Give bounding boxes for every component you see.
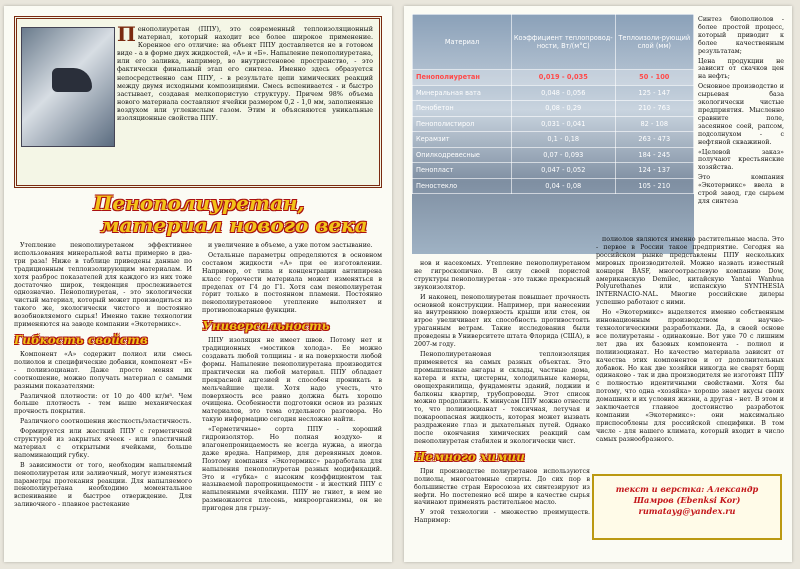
paragraph: При производстве полиуретанов используются полиолы, многоатомные спирты. До сих пор в большинстве стран Евросоюза их синтезируют из нефти. Но постепенно всё шире в качестве сырья начинают применять растительное масло. xyxy=(414,467,590,507)
table-header-row xyxy=(413,15,694,70)
table-row xyxy=(413,163,694,179)
paragraph: ППУ изоляция не имеет швов. Потому нет и традиционных «мостиков холода». Ее можно создавать любой толщины - и на поверхности любой формы. Напыление пенополиуретана производится практически на любой материал. ППУ обладает прекрасной адгезией и способен проникать в мельчайшие щели. Хотя надо учесть, что поверхность все равно должна быть хорошо очищена. Особенности подготовки основ из разных материалов, это тема отдельного разговора. Но такую информацию сегодня несложно найти. xyxy=(202,337,382,424)
paragraph: Это компания «Экотермикс» ввела в строй завод, где сырьем для синтеза xyxy=(698,174,784,205)
table-cell: 125 - 147 xyxy=(615,85,693,101)
credits-line: Шамров (Ebenksi Kor) xyxy=(633,495,741,505)
table-cell: 0,07 - 0,093 xyxy=(512,147,616,163)
right-column-1 xyxy=(414,260,590,556)
table-cell: 263 - 473 xyxy=(615,132,693,148)
table-row xyxy=(413,132,694,148)
spray-gun-photo xyxy=(21,27,115,147)
credits-box xyxy=(592,474,782,540)
paragraph: Утепление пенополиуретаном эффективнее использования минеральной ваты примерно в два-три раза! Ниже в таблице приведены данные по традиционным теплоизолирующим материалам. И хотя разброс показателей для каждого из них тоже достаточно широк, тенденция прослеживается однозначно. Пенополиуретан, - это экологически чистый материал, который может производиться из такого же, экологически чистого и постоянно возобновляемого сырья! Именно такие технологии применяются на заводе компании «Экотермикс». xyxy=(14,242,192,329)
paragraph: «Целевой заказ» получают крестьянские хозяйства. xyxy=(698,148,784,172)
table-header-cell: Коэффициент теплопровод-ности, Вт/(м°С) xyxy=(512,15,616,70)
main-headline xyxy=(18,192,380,236)
table-header-cell: Материал xyxy=(413,15,512,70)
table-cell: Пенобетон xyxy=(413,101,512,117)
paragraph: «Герметичные» сорта ППУ - хороший гидроизолятор. Но полная воздухо- и влагонепроницаемость не всегда нужна, а иногда даже вредна. Например, для деревянных домов. Поэтому компания «Экотермикс» разработала для напыления пенополиуретан разных модификаций. Это и «губка» с высоким коэффициентом так называемой паропроницаемости - и жесткий ППУ с напыленными ячейками. ППУ не гниет, в нем не размножаются плесень, микроорганизмы, он не пригоден для грызу- xyxy=(202,426,382,513)
table-cell: Минеральная вата xyxy=(413,85,512,101)
paragraph: И наконец, пенополиуретан повышает прочность основной конструкции. Например, при нанесении на внутреннюю поверхность крыши или стен, он втрое увеличивает их способность противостоять ураганным ветрам. Такие исследования были проведены в Университете штата Флорида (США), в 2007-м году. xyxy=(414,293,590,349)
section-heading-universality: Универсальность xyxy=(202,319,330,334)
section-heading-flexibility: Гибкость свойств xyxy=(14,332,148,347)
table-row xyxy=(413,70,694,86)
paragraph: Основное производство и сырьевая база экологически чистые предприятия. Мысленно сравните поле, засеянное соей, рапсом, подсолнухом - с нефтяной скважиной. xyxy=(698,83,784,146)
drop-cap: П xyxy=(117,22,136,46)
headline-line2: материал нового века xyxy=(100,213,368,237)
right-column-2 xyxy=(596,236,784,470)
table-cell: Пенополиуретан xyxy=(413,70,512,86)
table-cell: 210 - 763 xyxy=(615,101,693,117)
table-cell: 105 - 210 xyxy=(615,178,693,194)
table-cell: Пеностекло xyxy=(413,178,512,194)
intro-box xyxy=(14,16,382,188)
table-row xyxy=(413,178,694,194)
paragraph: Различной плотности: от 10 до 400 кг/м³. Чем больше плотность - тем выше механическая прочность покрытия. xyxy=(14,392,192,416)
paragraph: Различного соотношения жесткость/эластичность. xyxy=(20,418,192,426)
properties-table-panel xyxy=(412,14,694,254)
right-page xyxy=(404,6,792,562)
paragraph: Формируется или жесткий ППУ с герметичной структурой из закрытых ячеек - или эластичный материал с открытыми ячейками, больше напоминающий губку. xyxy=(14,428,192,459)
intro-paragraph: енополиуретан (ППУ), это современный теплоизоляционный материал, который находит все более широкое применение. Коренное его отличие: на объект ППУ доставляется не в готовом виде - а в форме двух жидкостей, «А» и «Б». Напыление пенополиуретана, или его заливка, например, во внутриcтеновое пространство, - это фактически финальный этап его синтеза. Именно здесь образуется непосредственно сам ППУ, - в результате цепи химических реакций между двумя исходными композициями. Смесь вспенивается - и быстро застывает, создавая мелкопористую структуру. Причем 98% объема нового материала составляют ячейки размером 0,2 - 1,0 мм, заполненные воздухом или углекислым газом. Этим и объясняются уникальные изоляционные свойства ППУ. xyxy=(117,25,373,123)
left-column-2 xyxy=(202,242,382,558)
table-cell: 0,047 - 0,052 xyxy=(512,163,616,179)
paragraph: Цена продукции не зависит от скачков цен на нефть; xyxy=(698,57,784,81)
table-cell: 124 - 137 xyxy=(615,163,693,179)
sidebar-column xyxy=(698,16,784,230)
table-cell: 0,019 - 0,035 xyxy=(512,70,616,86)
paragraph: нов и насекомых. Утепление пенополиуретаном не гигроскопично. В силу своей пористой структуры пенополиуретан - это также прекрасный звукоизолятор. xyxy=(414,260,590,291)
table-cell: Опилкодревесные xyxy=(413,147,512,163)
left-column-1 xyxy=(14,242,192,558)
paragraph: и увеличение в объеме, а уже потом застывание. xyxy=(208,242,373,249)
table-cell: Пенопласт xyxy=(413,163,512,179)
paragraph: В зависимости от того, необходим напыляемый пенополиуретан или заливочный, могут изменяться параметры протекания реакции. Для напыляемого пенополиуретана необходимо моментальное вспенивание и быстрое отверждение. Для заливочного - плавное растекание xyxy=(14,461,192,509)
table-cell: 0,08 - 0,29 xyxy=(512,101,616,117)
paragraph: Но «Экотермикс» выделяется именно собственным инновационным производством и научно-технологическими разработками. Да, в своей основе все полиуретаны - одинаковые. Вот уже 70 с лишним лет два их базовых компонента - полиол и полиизоцианат. Но качество материала зависит от качества этих компонентов и от дополнительных добавок. Но как две хозяйки никогда не сварят борщ одинаково - так и два производителя не изготовят ППУ с полностью идентичными свойствами. Хотя бы потому, что одна «хозяйка» хорошо знает вкусы своих домашних и их условия жизни, а другая - нет. В этом и заключается главное достоинство разработок компании «Экотермикс»: они максимально приспособлены для российской специфики. В том числе - для нашего климата, который входит в число самых разнообразного. xyxy=(596,309,784,443)
table-cell: 82 - 108 xyxy=(615,116,693,132)
properties-table xyxy=(412,14,694,194)
table-cell: 0,04 - 0,08 xyxy=(512,178,616,194)
table-cell: 50 - 100 xyxy=(615,70,693,86)
table-cell: 0,031 - 0,041 xyxy=(512,116,616,132)
paragraph: Синтез биополиолов - более простой процесс, который приводит к более качественным результатам; xyxy=(698,16,784,55)
paragraph: Пенополиуретановая теплоизоляция применяется на самых разных объектах. Это промышленные ангары и склады, частные дома, катера и яхты, цистерны, холодильные камеры, овощехранилища, фундаменты зданий, лоджии и балконы квартир, трубопроводы. Этот список можно продолжить. К минусам ППУ можно отнести то, что полиизоцианат - токсичная, летучая и пожароопасная жидкость, которая может вызвать раздражение глаз и дыхательных путей. Однако после окончания химических реакций сам пенополиуретан стабилен и экологически чист. xyxy=(414,350,590,445)
paragraph: Остальные параметры определяются в основном составом жидкости «А» при ее изготовлении. Например, от типа и концентрации антипирена класс горючести материала может изменяться в пределах от Г4 до Г1. Хотя сам пенополиуретан горит только в постоянном пламени. Постоянно пенополиуретановое утепление выполняет и противопожарные функции. xyxy=(202,251,382,315)
table-row xyxy=(413,101,694,117)
table-row xyxy=(413,116,694,132)
left-page xyxy=(4,6,392,562)
headline-line1: Пенополиуретан, xyxy=(93,191,305,215)
table-cell: 0,048 - 0,056 xyxy=(512,85,616,101)
paragraph: Компонент «А» содержит полиол или смесь полиолов и специфические добавки, компонент «Б» - полиизоцианат. Даже просто меняя их соотношение, можно получать материал с самыми разными показателями: xyxy=(14,350,192,390)
table-header-cell: Теплоизоли-рующий слой (мм) xyxy=(615,15,693,70)
paragraph: полиолов являются именно растительные масла. Это - первое в России такое предприятие. Сегодня на российском рынке представлены ППУ нескольких мировых производителей. Можно назвать известный концерн BASF, многоотраслевую компанию Dow, американскую Demilec, китайскую Yantai Wanhua Polyurethanes или испанскую SYNTHESIA INTERNACIO-NAL. Многие российские дилеры успешно работают с ними. xyxy=(596,236,784,307)
table-row xyxy=(413,85,694,101)
table-cell: Пенополистирол xyxy=(413,116,512,132)
paragraph: У этой технологии - множество преимуществ. Например: xyxy=(414,509,590,525)
table-cell: 184 - 245 xyxy=(615,147,693,163)
intro-text xyxy=(117,22,373,123)
section-heading-chemistry: Немного химии xyxy=(414,449,525,464)
table-row xyxy=(413,147,694,163)
table-cell: Керамзит xyxy=(413,132,512,148)
table-cell: 0,1 - 0,18 xyxy=(512,132,616,148)
credits-email: rumatayg@yandex.ru xyxy=(638,506,736,516)
credits-line: текст и верстка: Александр xyxy=(615,484,759,494)
